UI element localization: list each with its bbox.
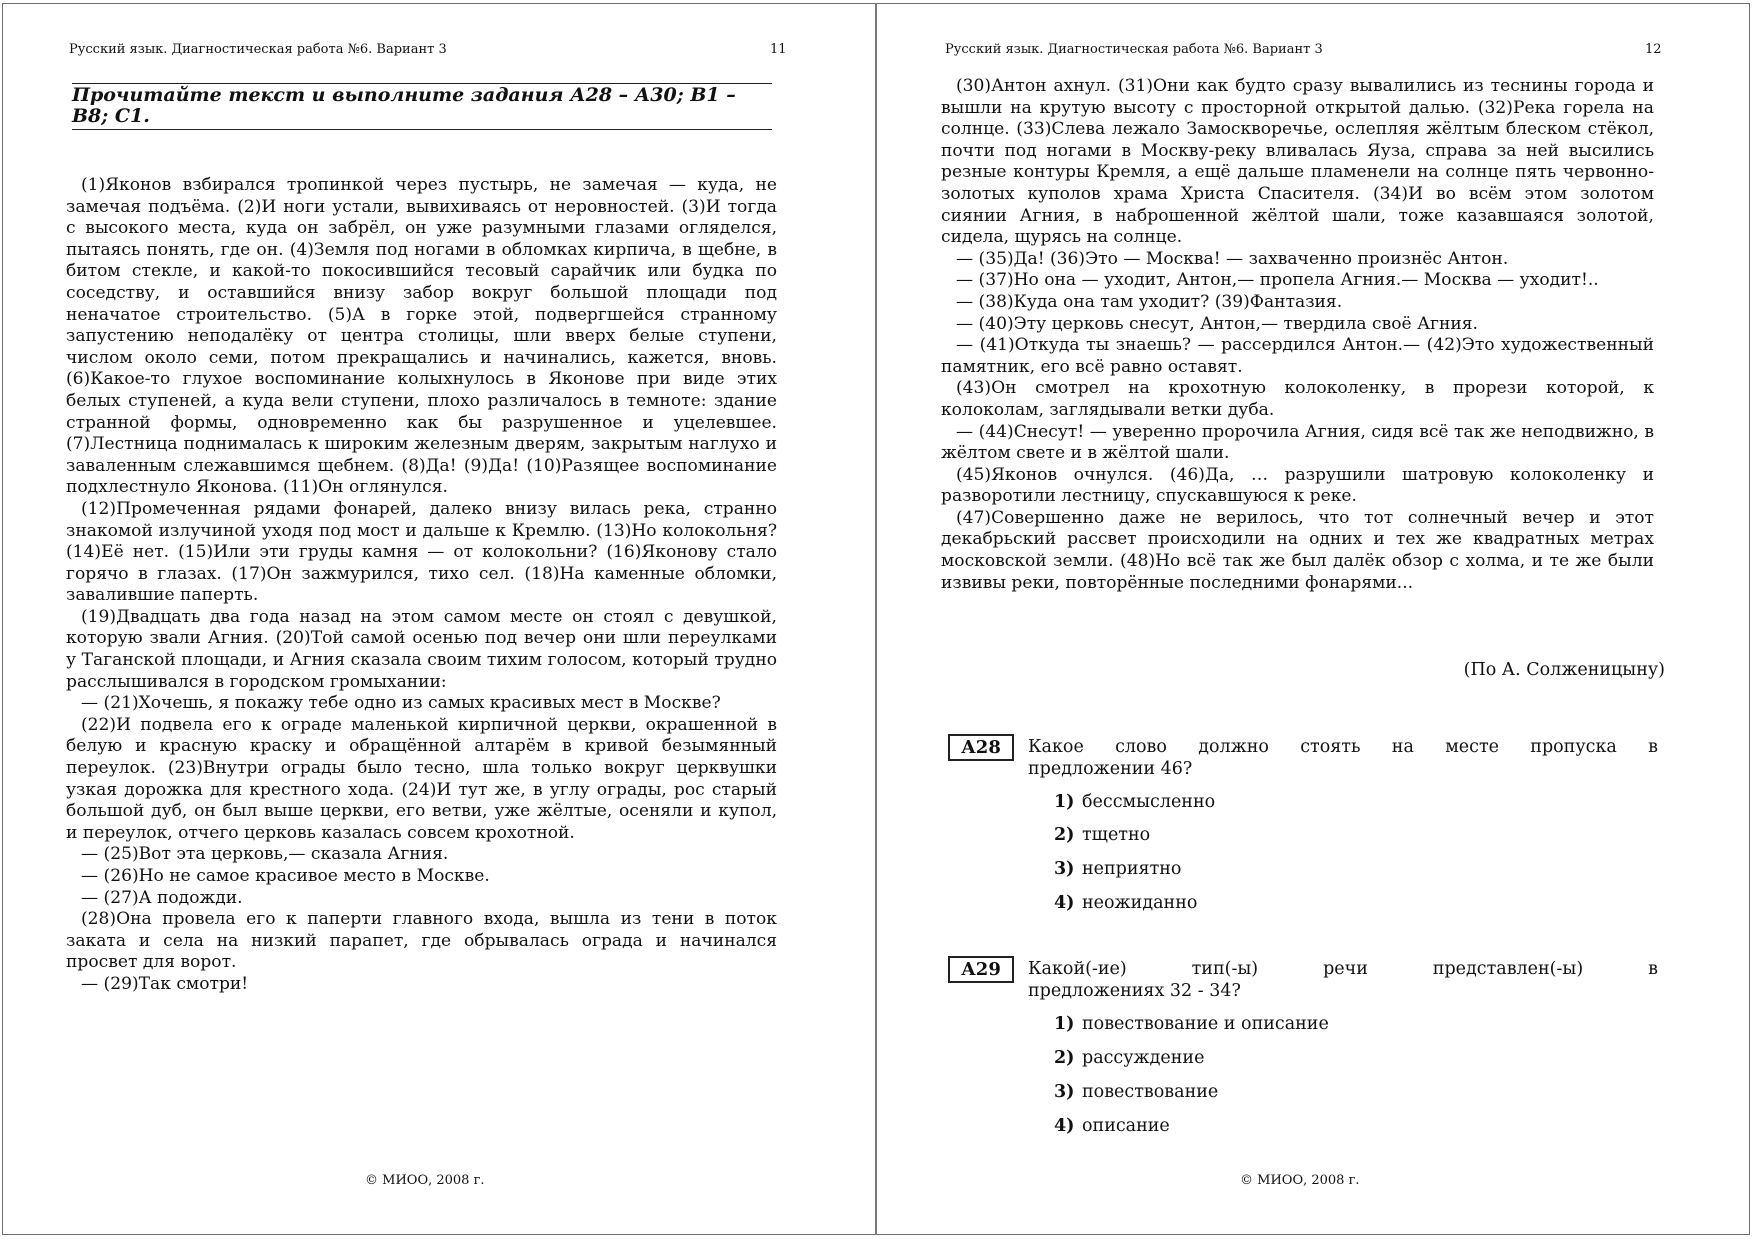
option-text: описание bbox=[1082, 1116, 1170, 1136]
footer-left: © МИОО, 2008 г. bbox=[365, 1173, 485, 1188]
question-badge-a29: А29 bbox=[948, 956, 1014, 983]
question-line: предложениях 32 - 34? bbox=[1028, 981, 1241, 1001]
footer-right: © МИОО, 2008 г. bbox=[1240, 1173, 1360, 1188]
text-column-left bbox=[66, 175, 777, 996]
answer-option-a28-4[interactable] bbox=[1054, 893, 1197, 913]
running-header-right: Русский язык. Диагностическая работа №6. Вариант 3 bbox=[945, 42, 1323, 57]
option-text: неприятно bbox=[1082, 859, 1182, 879]
right-page bbox=[877, 3, 1752, 1235]
option-number: 4) bbox=[1054, 893, 1075, 913]
word: в bbox=[1648, 737, 1658, 757]
word: в bbox=[1648, 959, 1658, 979]
paragraph: (28)Она провела его к паперти главного входа, вышла из тени в поток заката и села на низкий парапет, где обрывалась ограда и начинался просвет для ворот. bbox=[66, 909, 777, 973]
paragraph: (22)И подвела его к ограде маленькой кирпичной церкви, окрашенной в белую и красную краску и обращённой алтарём в кривой безымянный переулок. (23)Внутри ограды было тесно, шла только вокруг церквушки узкая дорожка для крестного хода. (24)И тут же, в углу ограды, рос старый большой дуб, он был выше церкви, его ветви, уже жёлтые, осеняли и купол, и переулок, отчего церковь казалась совсем крохотной. bbox=[66, 714, 777, 843]
answer-option-a28-2[interactable] bbox=[1054, 825, 1150, 845]
paragraph: — (40)Эту церковь снесут, Антон,— твердила своё Агния. bbox=[956, 313, 1478, 334]
option-number: 2) bbox=[1054, 825, 1075, 845]
answer-option-a28-1[interactable] bbox=[1054, 792, 1215, 812]
word: тип(-ы) bbox=[1191, 959, 1259, 979]
word: Какое bbox=[1028, 737, 1084, 757]
paragraph: (30)Антон ахнул. (31)Они как будто сразу вывалились из теснины города и вышли на крутую высоту с просторной открытой далью. (32)Река горела на солнце. (33)Слева лежало Замоскворечье, ослепляя жёлтым блеском стёкол, почти под ногами в Москву-реку вливалась Яуза, справа за ней высились резные контуры Кремля, а ещё дальше пламенели на солнце пять червонно-золотых куполов храма Христа Спасителя. (34)И во всём этом золотом сиянии Агния, в наброшенной жёлтой шали, тоже казавшаяся золотой, сидела, щурясь на солнце. bbox=[941, 76, 1654, 248]
option-text: повествование и описание bbox=[1082, 1014, 1329, 1034]
paragraph: — (35)Да! (36)Это — Москва! — захваченно произнёс Антон. bbox=[956, 248, 1509, 269]
option-number: 1) bbox=[1054, 1014, 1075, 1034]
option-number: 1) bbox=[1054, 792, 1075, 812]
option-text: бессмысленно bbox=[1082, 792, 1216, 812]
option-number: 3) bbox=[1054, 1082, 1075, 1102]
word: месте bbox=[1445, 737, 1499, 757]
word: стоять bbox=[1300, 737, 1361, 757]
word: на bbox=[1391, 737, 1414, 757]
question-line bbox=[1028, 736, 1658, 758]
answer-option-a29-3[interactable] bbox=[1054, 1082, 1218, 1102]
word: речи bbox=[1323, 959, 1368, 979]
page-number-left: 11 bbox=[770, 42, 787, 57]
paragraph: (43)Он смотрел на крохотную колоколенку, в прорези которой, к колоколам, заглядывали ветки дуба. bbox=[941, 378, 1654, 420]
paragraph: — (27)А подожди. bbox=[81, 887, 243, 908]
option-text: повествование bbox=[1082, 1082, 1219, 1102]
paragraph: (47)Совершенно даже не верилось, что тот солнечный вечер и этот декабрьский рассвет происходили на одних и тех же квадратных метрах московской земли. (48)Но всё так же был далёк обзор с холма, и те же были извивы реки, повторённые последними фонарями... bbox=[941, 507, 1654, 593]
text-column-right bbox=[941, 76, 1654, 594]
answer-option-a29-1[interactable] bbox=[1054, 1014, 1329, 1034]
answer-option-a29-4[interactable] bbox=[1054, 1116, 1170, 1136]
option-text: неожиданно bbox=[1082, 893, 1198, 913]
answer-option-a28-3[interactable] bbox=[1054, 859, 1181, 879]
paragraph: (12)Промеченная рядами фонарей, далеко внизу вилась река, странно знакомой излучиной уходя под мост и дальше к Кремлю. (13)Но колокольня? (14)Её нет. (15)Или эти груды камня — от колокольни? (16)Яконову стало горячо в глазах. (17)Он зажмурился, тихо сел. (18)На каменные обломки, завалившие паперть. bbox=[66, 498, 777, 606]
word: пропуска bbox=[1530, 737, 1617, 757]
paragraph: — (41)Откуда ты знаешь? — рассердился Антон.— (42)Это художественный памятник, его всё равно оставят. bbox=[941, 335, 1654, 377]
word: должно bbox=[1198, 737, 1269, 757]
paragraph: — (26)Но не самое красивое место в Москве. bbox=[81, 866, 490, 886]
word: представлен(-ы) bbox=[1432, 959, 1584, 979]
running-header-left: Русский язык. Диагностическая работа №6. Вариант 3 bbox=[69, 42, 447, 57]
author-attribution: (По А. Солженицыну) bbox=[1463, 660, 1665, 680]
word: Какой(-ие) bbox=[1028, 959, 1127, 979]
question-line: предложении 46? bbox=[1028, 759, 1193, 779]
paragraph: — (25)Вот эта церковь,— сказала Агния. bbox=[81, 844, 449, 865]
question-badge-a28: А28 bbox=[948, 734, 1014, 761]
answer-option-a29-2[interactable] bbox=[1054, 1048, 1204, 1068]
paragraph: — (44)Снесут! — уверенно пророчила Агния, сидя всё так же неподвижно, в жёлтом свете и в жёлтой шали. bbox=[941, 421, 1654, 464]
paragraph: — (21)Хочешь, я покажу тебе одно из самых красивых мест в Москве? bbox=[81, 693, 721, 714]
option-number: 3) bbox=[1054, 859, 1075, 879]
instruction-heading: Прочитайте текст и выполните задания А28 – А30; В1 – В8; С1. bbox=[72, 83, 772, 130]
question-line bbox=[1028, 958, 1658, 980]
page-number-right: 12 bbox=[1645, 42, 1662, 57]
paragraph: — (37)Но она — уходит, Антон,— пропела Агния.— Москва — уходит!.. bbox=[956, 270, 1599, 291]
left-page bbox=[0, 3, 875, 1235]
paragraph: — (38)Куда она там уходит? (39)Фантазия. bbox=[956, 291, 1343, 312]
option-text: рассуждение bbox=[1082, 1048, 1205, 1068]
question-text-a29 bbox=[1028, 958, 1658, 1002]
paragraph: (1)Яконов взбирался тропинкой через пустырь, не замечая — куда, не замечая подъёма. (2)И ноги устали, вывихиваясь от неровностей. (3)И тогда с высокого места, куда он забрёл, он уже разумными глазами огляделся, пытаясь понять, где он. (4)Земля под ногами в обломках кирпича, в щебне, в битом стекле, и какой-то покосившийся тесовый сарайчик или будка по соседству, и оставшийся внизу забор вокруг большой площади под неначатое строительство. (5)А в горке этой, подвергшейся странному запустению неподалёку от центра столицы, шли вверх белые ступени, числом около семи, потом прекращались и начинались, кажется, вновь. (6)Какое-то глухое воспоминание колыхнулось в Яконове при виде этих белых ступеней, а куда вели ступени, плохо различалось в темноте: здание странной формы, одновременно как бы разрушенное и уцелевшее. (7)Лестница поднималась к широким железным дверям, закрытым наглухо и заваленным слежавшимся щебнем. (8)Да! (9)Да! (10)Разящее воспоминание подхлестнуло Яконова. (11)Он оглянулся. bbox=[66, 175, 777, 498]
paragraph: (45)Яконов очнулся. (46)Да, … разрушили шатровую колоколенку и разворотили лестницу, спускавшуюся к реке. bbox=[941, 464, 1654, 507]
paragraph: — (29)Так смотри! bbox=[81, 973, 249, 994]
option-number: 2) bbox=[1054, 1048, 1075, 1068]
option-number: 4) bbox=[1054, 1116, 1075, 1136]
paragraph: (19)Двадцать два года назад на этом самом месте он стоял с девушкой, которую звали Агния. (20)Той самой осенью под вечер они шли переулками у Таганской площади, и Агния сказала своим тихим голосом, который трудно расслышивался в городском громыхании: bbox=[66, 606, 777, 692]
option-text: тщетно bbox=[1082, 825, 1151, 845]
word: слово bbox=[1115, 737, 1167, 757]
question-text-a28 bbox=[1028, 736, 1658, 780]
